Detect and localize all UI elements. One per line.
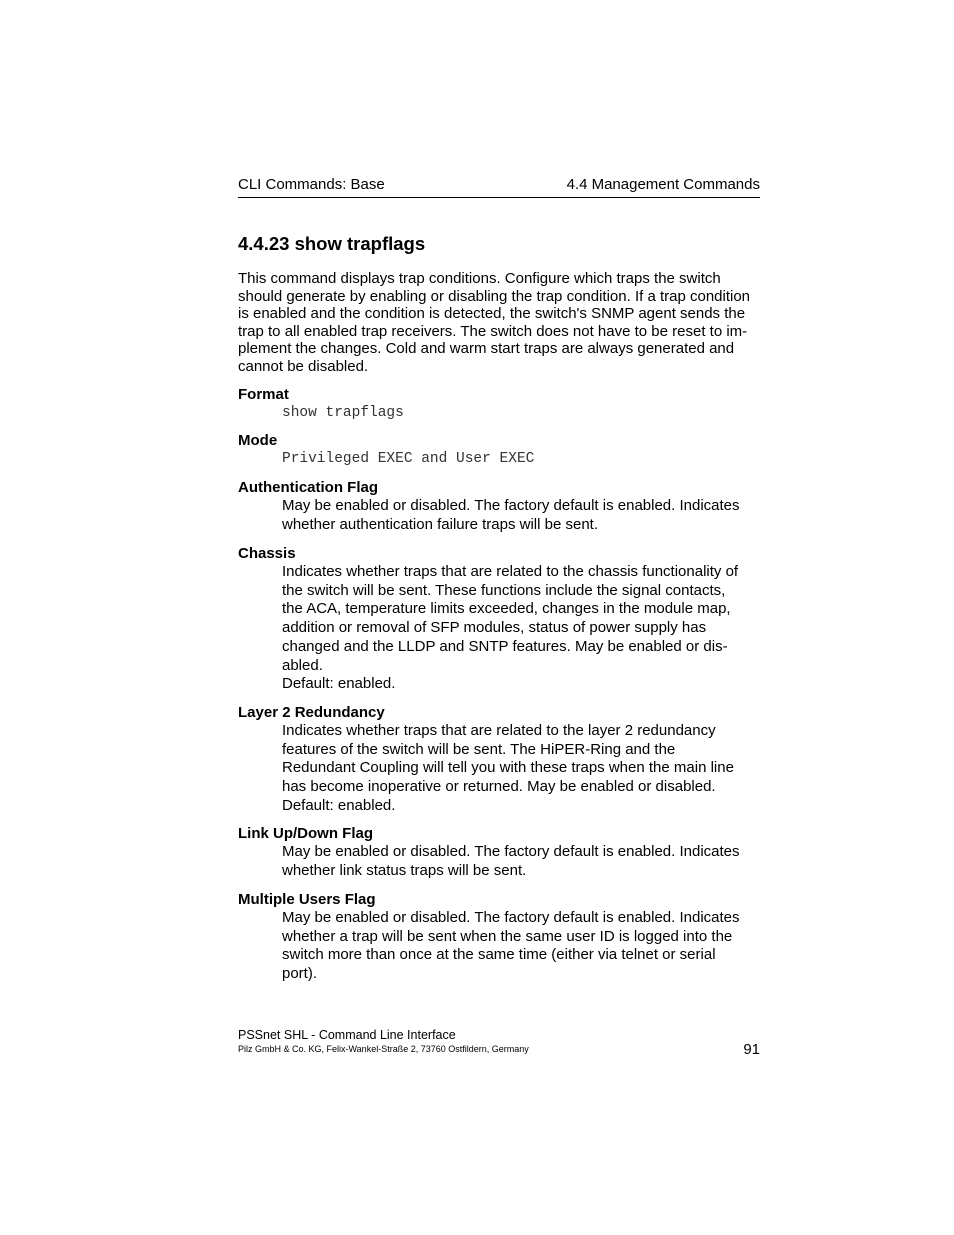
intro-line: cannot be disabled. <box>238 357 369 375</box>
description-line: May be enabled or disabled. The factory default is enabled. Indicates <box>282 497 740 514</box>
description-line: switch more than once at the same time (either via telnet or serial <box>282 946 716 964</box>
description-line: addition or removal of SFP modules, status of power supply has <box>282 619 707 637</box>
layer2-redundancy-block <box>238 703 760 816</box>
mode-label: Mode <box>238 432 278 449</box>
description-line: abled. <box>282 656 323 674</box>
format-label: Format <box>238 386 289 403</box>
footer-address: Pilz GmbH & Co. KG, Felix-Wankel-Straße 2, 73760 Ostfildern, Germany <box>238 1044 529 1054</box>
description-line: Redundant Coupling will tell you with these traps when the main line <box>282 759 734 777</box>
format-code: show trapflags <box>282 405 404 421</box>
description-line: whether a trap will be sent when the same user ID is logged into the <box>282 927 733 945</box>
description-line: changed and the LLDP and SNTP features. May be enabled or dis- <box>282 637 728 655</box>
mode-code: Privileged EXEC and User EXEC <box>282 451 535 467</box>
intro-paragraph <box>238 270 760 376</box>
intro-line: is enabled and the condition is detected, the switch's SNMP agent sends the <box>238 305 746 323</box>
authentication-flag-description <box>282 497 760 534</box>
intro-line: trap to all enabled trap receivers. The switch does not have to be reset to im- <box>238 322 748 340</box>
mode-block <box>238 431 534 469</box>
link-up-down-flag-description <box>282 843 760 880</box>
link-up-down-flag-label: Link Up/Down Flag <box>238 825 373 842</box>
chassis-label: Chassis <box>238 545 296 562</box>
authentication-flag-block <box>238 478 760 534</box>
description-line: Default: enabled. <box>282 675 396 693</box>
description-line: the ACA, temperature limits exceeded, changes in the module map, <box>282 600 731 618</box>
page-footer <box>238 1028 760 1058</box>
header-chapter: CLI Commands: Base <box>238 176 385 193</box>
page-header <box>238 175 760 198</box>
intro-line: should generate by enabling or disabling the trap condition. If a trap condition <box>238 287 751 305</box>
description-line: Default: enabled. <box>282 796 396 814</box>
multiple-users-flag-block <box>238 890 760 984</box>
link-up-down-flag-block <box>238 824 760 880</box>
description-line: has become inoperative or returned. May be enabled or disabled. <box>282 778 716 796</box>
page-number: 91 <box>743 1041 760 1058</box>
description-line: features of the switch will be sent. The HiPER-Ring and the <box>282 740 676 758</box>
chassis-block <box>238 544 760 694</box>
main-content <box>238 270 760 983</box>
intro-line: This command displays trap conditions. Configure which traps the switch <box>238 270 721 287</box>
description-line: whether link status traps will be sent. <box>282 861 527 879</box>
section-title: 4.4.23 show trapflags <box>238 233 426 254</box>
layer2-redundancy-description <box>282 722 760 816</box>
description-line: May be enabled or disabled. The factory default is enabled. Indicates <box>282 909 740 926</box>
header-section: 4.4 Management Commands <box>566 176 760 193</box>
format-block <box>238 385 404 423</box>
multiple-users-flag-description <box>282 909 760 984</box>
multiple-users-flag-label: Multiple Users Flag <box>238 891 376 908</box>
description-line: port). <box>282 965 318 983</box>
layer2-redundancy-label: Layer 2 Redundancy <box>238 704 385 721</box>
description-line: Indicates whether traps that are related to the layer 2 redundancy <box>282 722 716 739</box>
description-line: whether authentication failure traps will be sent. <box>282 515 599 533</box>
intro-line: plement the changes. Cold and warm start traps are always generated and <box>238 340 735 358</box>
description-line: May be enabled or disabled. The factory default is enabled. Indicates <box>282 843 740 860</box>
authentication-flag-label: Authentication Flag <box>238 479 378 496</box>
description-line: Indicates whether traps that are related to the chassis functionality of <box>282 563 739 580</box>
footer-title: PSSnet SHL - Command Line Interface <box>238 1028 456 1042</box>
description-line: the switch will be sent. These functions include the signal contacts, <box>282 581 726 599</box>
chassis-description <box>282 563 760 694</box>
